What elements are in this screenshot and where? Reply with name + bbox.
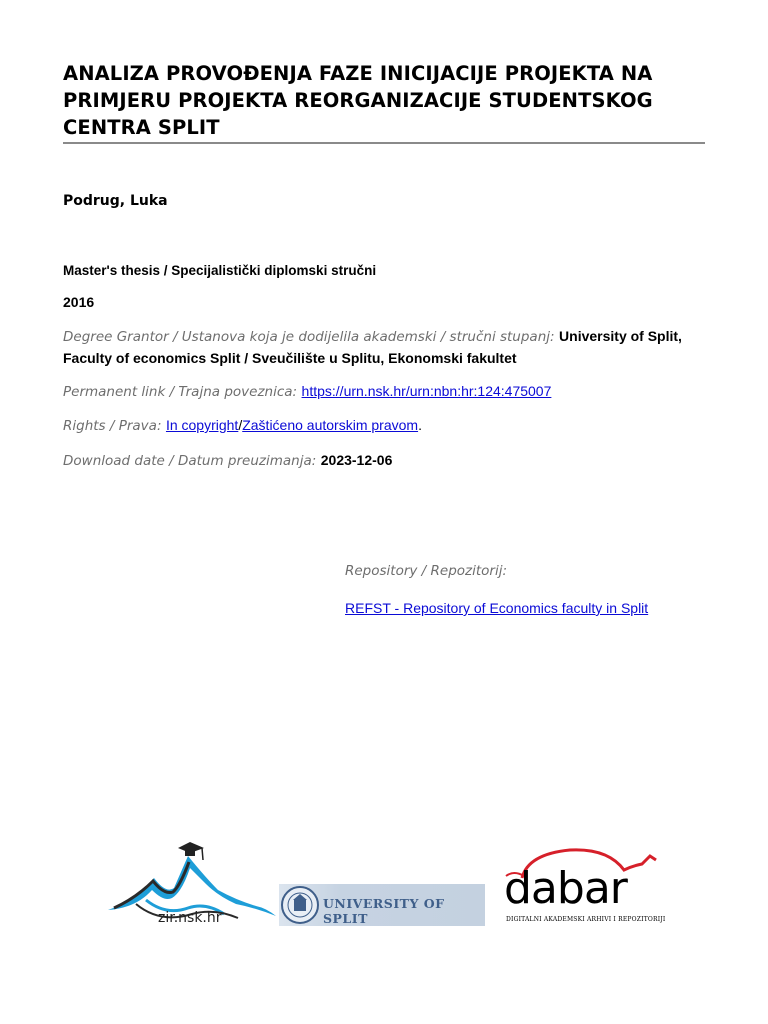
thesis-year: 2016 <box>63 294 95 310</box>
permanent-link-row <box>63 381 551 403</box>
rights-separator: / <box>238 417 243 433</box>
dabar-logo[interactable] <box>500 846 665 928</box>
university-logo-text: UNIVERSITY OF SPLIT <box>323 896 445 926</box>
repository-link[interactable]: REFST - Repository of Economics faculty in Split <box>345 600 649 616</box>
university-of-split-logo[interactable] <box>279 884 485 926</box>
rights-label: Rights / Prava: <box>63 418 162 434</box>
download-date-value: 2023-12-06 <box>320 452 393 468</box>
author-name: Podrug, Luka <box>63 193 168 209</box>
in-copyright-link[interactable]: In copyright <box>165 417 239 433</box>
university-seal-icon <box>279 884 321 926</box>
degree-grantor-value: University of Split, Faculty of economics Split / Sveučilište u Splitu, Ekonomski fakultet <box>63 328 682 366</box>
title-divider <box>63 142 705 144</box>
permanent-link[interactable]: https://urn.nsk.hr/urn:nbn:hr:124:475007 <box>301 383 552 399</box>
dabar-tagline: DIGITALNI AKADEMSKI ARHIVI I REPOZITORIJI <box>506 916 666 923</box>
document-title: ANALIZA PROVOĐENJA FAZE INICIJACIJE PROJEKTA NA PRIMJERU PROJEKTA REORGANIZACIJE STUDENTSKOG CENTRA SPLIT <box>63 62 653 139</box>
permanent-link-label: Permanent link / Trajna poveznica: <box>63 384 298 400</box>
thesis-type: Master's thesis / Specijalistički diplomski stručni <box>63 263 377 278</box>
download-date-label: Download date / Datum preuzimanja: <box>63 453 317 469</box>
zir-logo-text: zir.nsk.hr <box>158 910 222 926</box>
repository-label: Repository / Repozitorij: <box>345 563 508 579</box>
degree-grantor-label: Degree Grantor / Ustanova koja je dodijelila akademski / stručni stupanj: <box>63 329 555 345</box>
zasticeno-link[interactable]: Zaštićeno autorskim pravom <box>242 417 419 433</box>
rights-row <box>63 415 422 437</box>
degree-grantor-row <box>63 326 693 370</box>
download-date-row <box>63 450 392 472</box>
rights-period: . <box>418 417 422 433</box>
dabar-logo-text: dabar <box>504 863 627 914</box>
zir-nsk-logo[interactable] <box>106 838 278 930</box>
